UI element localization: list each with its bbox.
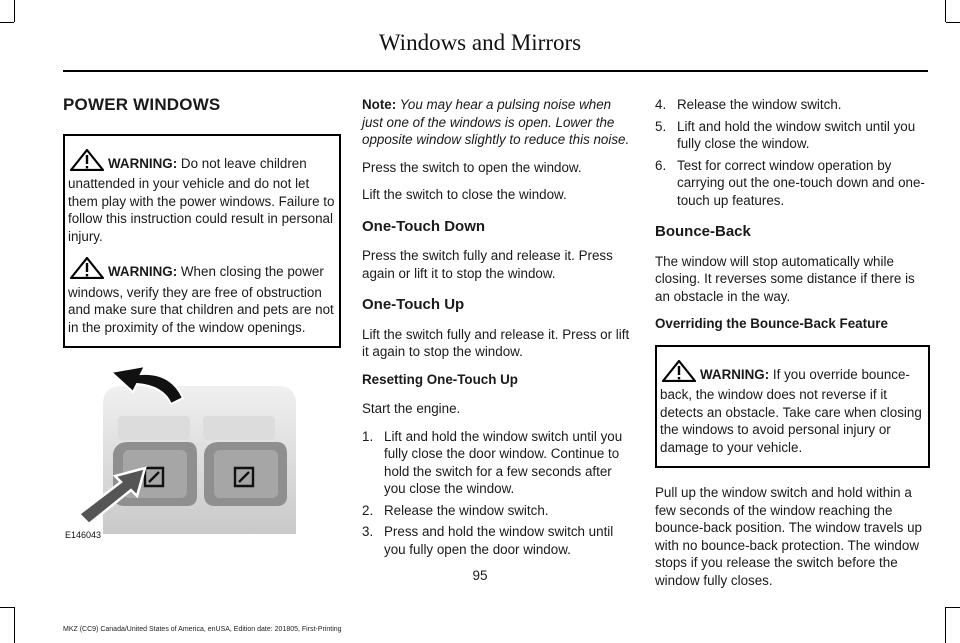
paragraph: Press the switch fully and release it. Press again or lift it to stop the window. [362, 248, 613, 281]
crop-mark [946, 607, 960, 608]
warning-paragraph [660, 360, 926, 457]
page-title: Windows and Mirrors [378, 30, 582, 55]
column-middle [362, 96, 632, 568]
list-item [362, 428, 632, 498]
crop-mark [945, 607, 946, 643]
step-text: Test for correct window operation by carrying out the one-touch down and one-touch up features. [677, 157, 925, 208]
warning-label: WARNING: [108, 264, 178, 279]
step-text: Lift and hold the window switch until you fully close the window. [677, 118, 916, 151]
step-number: 4. [655, 97, 667, 112]
paragraph: The window will stop automatically while closing. It reverses some distance if there is an obstacle in the way. [655, 253, 915, 304]
subheading: Resetting One-Touch Up [362, 371, 518, 387]
paragraph: Start the engine. [362, 401, 461, 416]
warning-text: When closing the power windows, verify they are free of obstruction and make sure that children and pets are not in the proximity of the window openings. [68, 264, 334, 335]
crop-mark [14, 0, 15, 22]
step-number: 2. [362, 502, 374, 518]
paragraph: Lift the switch fully and release it. Press or lift it again to stop the window. [362, 326, 630, 359]
steps-list [362, 428, 632, 559]
crop-mark [0, 607, 14, 608]
step-number: 5. [655, 118, 667, 134]
list-item [655, 118, 930, 153]
header-rule [63, 70, 928, 72]
step-text: Lift and hold the window switch until you fully close the door window. Continue to hold the switch for a few seconds after you close the window. [384, 428, 623, 496]
warning-label: WARNING: [108, 155, 178, 171]
paragraph: Press the switch to open the window. [362, 159, 582, 175]
subheading: Bounce-Back [655, 223, 751, 240]
note-label: Note: [362, 97, 397, 112]
step-number: 1. [362, 428, 374, 444]
note-paragraph [362, 96, 632, 149]
list-item [362, 502, 632, 520]
footer-edition: MKZ (CC9) Canada/United States of America, enUSA, Edition date: 201805, First-Printing [63, 626, 342, 633]
list-item [655, 157, 930, 210]
step-text: Release the window switch. [384, 502, 549, 518]
step-text: Release the window switch. [677, 97, 842, 112]
warning-paragraph [68, 257, 337, 336]
note-text: You may hear a pulsing noise when just one of the windows is open. Lower the opposite window slightly to reduce this noise. [362, 97, 630, 147]
paragraph: Pull up the window switch and hold within a few seconds of the window reaching the bounce-back position. The window travels up with no bounce-back protection. The window stops if you release the switch before the window fully closes. [655, 485, 922, 588]
step-number: 6. [655, 157, 667, 173]
list-item [655, 96, 930, 114]
warning-text: If you override bounce-back, the window does not reverse if it detects an obstacle. Take care when closing the windows to avoid personal injury or damage to your vehicle. [660, 366, 922, 455]
crop-mark [14, 607, 15, 643]
crop-mark [946, 22, 960, 23]
step-number: 3. [362, 524, 374, 539]
section-heading: POWER WINDOWS [63, 95, 221, 114]
page-number: 95 [472, 568, 488, 583]
subheading: One-Touch Up [362, 296, 465, 313]
warning-triangle-icon [70, 257, 104, 284]
warning-paragraph [68, 149, 337, 246]
column-right [655, 96, 930, 599]
window-switch-illustration [63, 364, 328, 544]
warning-triangle-icon [70, 149, 104, 176]
list-item [362, 523, 632, 558]
subheading: Overriding the Bounce-Back Feature [655, 316, 888, 331]
warning-text: Do not leave children unattended in your vehicle and do not let them play with the power windows. Failure to follow this instruction could result in personal injury. [68, 155, 335, 244]
crop-mark [0, 22, 14, 23]
steps-list [655, 96, 930, 209]
warning-triangle-icon [662, 360, 696, 387]
illustration-id: E146043 [65, 529, 102, 540]
column-left [63, 96, 341, 544]
warning-box [655, 345, 930, 469]
step-text: Press and hold the window switch until you fully open the door window. [384, 524, 614, 557]
crop-mark [945, 0, 946, 22]
paragraph: Lift the switch to close the window. [362, 187, 567, 202]
warning-label: WARNING: [700, 366, 770, 382]
warning-box [63, 134, 341, 349]
subheading: One-Touch Down [362, 217, 486, 235]
